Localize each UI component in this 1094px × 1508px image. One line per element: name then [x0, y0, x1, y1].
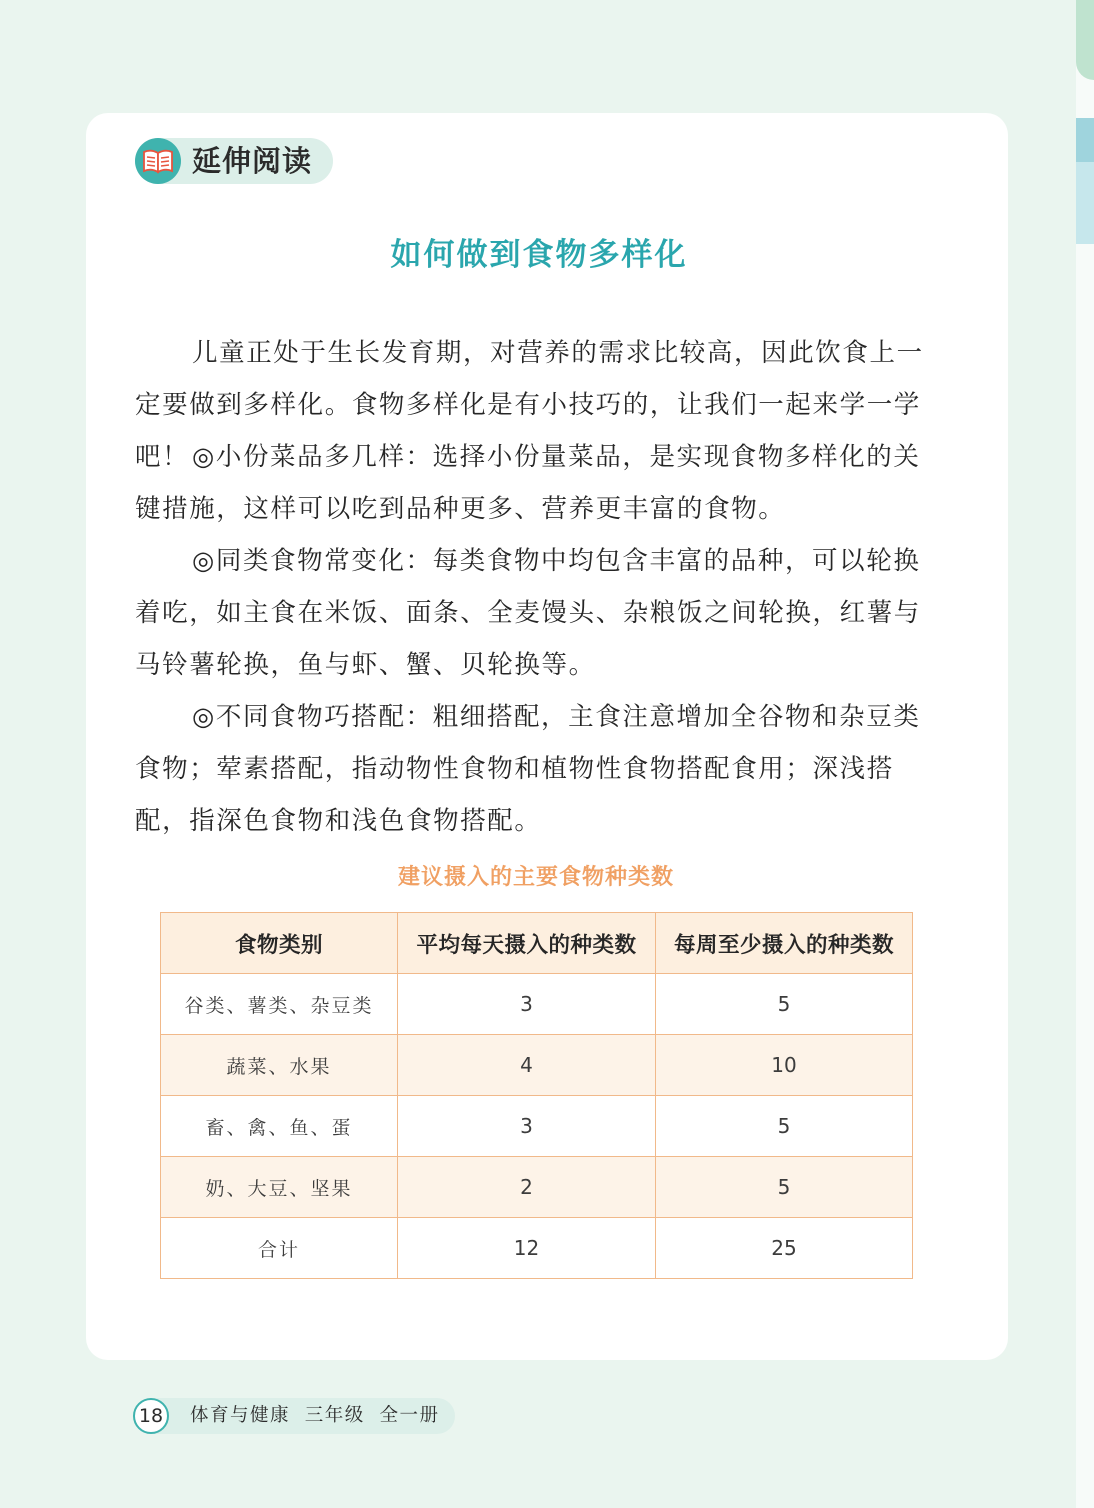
table-header-weekly: 每周至少摄入的种类数	[656, 913, 913, 974]
table-header-row	[161, 913, 913, 974]
page-edge-tab-dark	[1076, 118, 1094, 162]
open-book-icon	[135, 138, 181, 184]
table-cell-category: 奶、大豆、坚果	[161, 1157, 398, 1218]
table-row-total	[161, 1218, 913, 1279]
table-row	[161, 1096, 913, 1157]
table-cell-daily: 2	[398, 1157, 656, 1218]
table-cell-category: 合计	[161, 1218, 398, 1279]
table-cell-weekly: 5	[656, 1157, 913, 1218]
table-row	[161, 1157, 913, 1218]
table-cell-category: 蔬菜、水果	[161, 1035, 398, 1096]
page-number: 18	[133, 1398, 169, 1434]
table-cell-category: 谷类、薯类、杂豆类	[161, 974, 398, 1035]
table-cell-daily: 4	[398, 1035, 656, 1096]
table-cell-weekly: 25	[656, 1218, 913, 1279]
table-cell-daily: 3	[398, 974, 656, 1035]
table-cell-category: 畜、禽、鱼、蛋	[161, 1096, 398, 1157]
table-cell-weekly: 5	[656, 1096, 913, 1157]
food-intake-table	[160, 912, 913, 1279]
section-badge-label: 延伸阅读	[192, 144, 313, 178]
table-row	[161, 974, 913, 1035]
article-paragraph-intro: 儿童正处于生长发育期，对营养的需求比较高，因此饮食上一定要做到多样化。食物多样化是有小技巧的，让我们一起来学一学吧！	[135, 338, 924, 472]
article-paragraph-small-portions: ◎小份菜品多几样：选择小份量菜品，是实现食物多样化的关键措施，这样可以吃到品种更多、营养更丰富的食物。	[135, 442, 921, 524]
table-header-daily: 平均每天摄入的种类数	[398, 913, 656, 974]
book-title: 体育与健康 三年级 全一册	[190, 1405, 440, 1426]
table-row	[161, 1035, 913, 1096]
article-title: 如何做到食物多样化	[390, 237, 688, 273]
article-paragraph-food-pairing: ◎不同食物巧搭配：粗细搭配，主食注意增加全谷物和杂豆类食物；荤素搭配，指动物性食物和植物性食物搭配食用；深浅搭配，指深色食物和浅色食物搭配。	[135, 702, 921, 836]
table-cell-weekly: 5	[656, 974, 913, 1035]
table-cell-daily: 12	[398, 1218, 656, 1279]
table-title: 建议摄入的主要食物种类数	[397, 865, 674, 890]
table-cell-daily: 3	[398, 1096, 656, 1157]
table-cell-weekly: 10	[656, 1035, 913, 1096]
table-header-category: 食物类别	[161, 913, 398, 974]
page-edge-leaf-decoration	[1076, 0, 1094, 80]
article-paragraph-same-category-variety: ◎同类食物常变化：每类食物中均包含丰富的品种，可以轮换着吃，如主食在米饭、面条、全麦馒头、杂粮饭之间轮换，红薯与马铃薯轮换，鱼与虾、蟹、贝轮换等。	[135, 546, 921, 680]
